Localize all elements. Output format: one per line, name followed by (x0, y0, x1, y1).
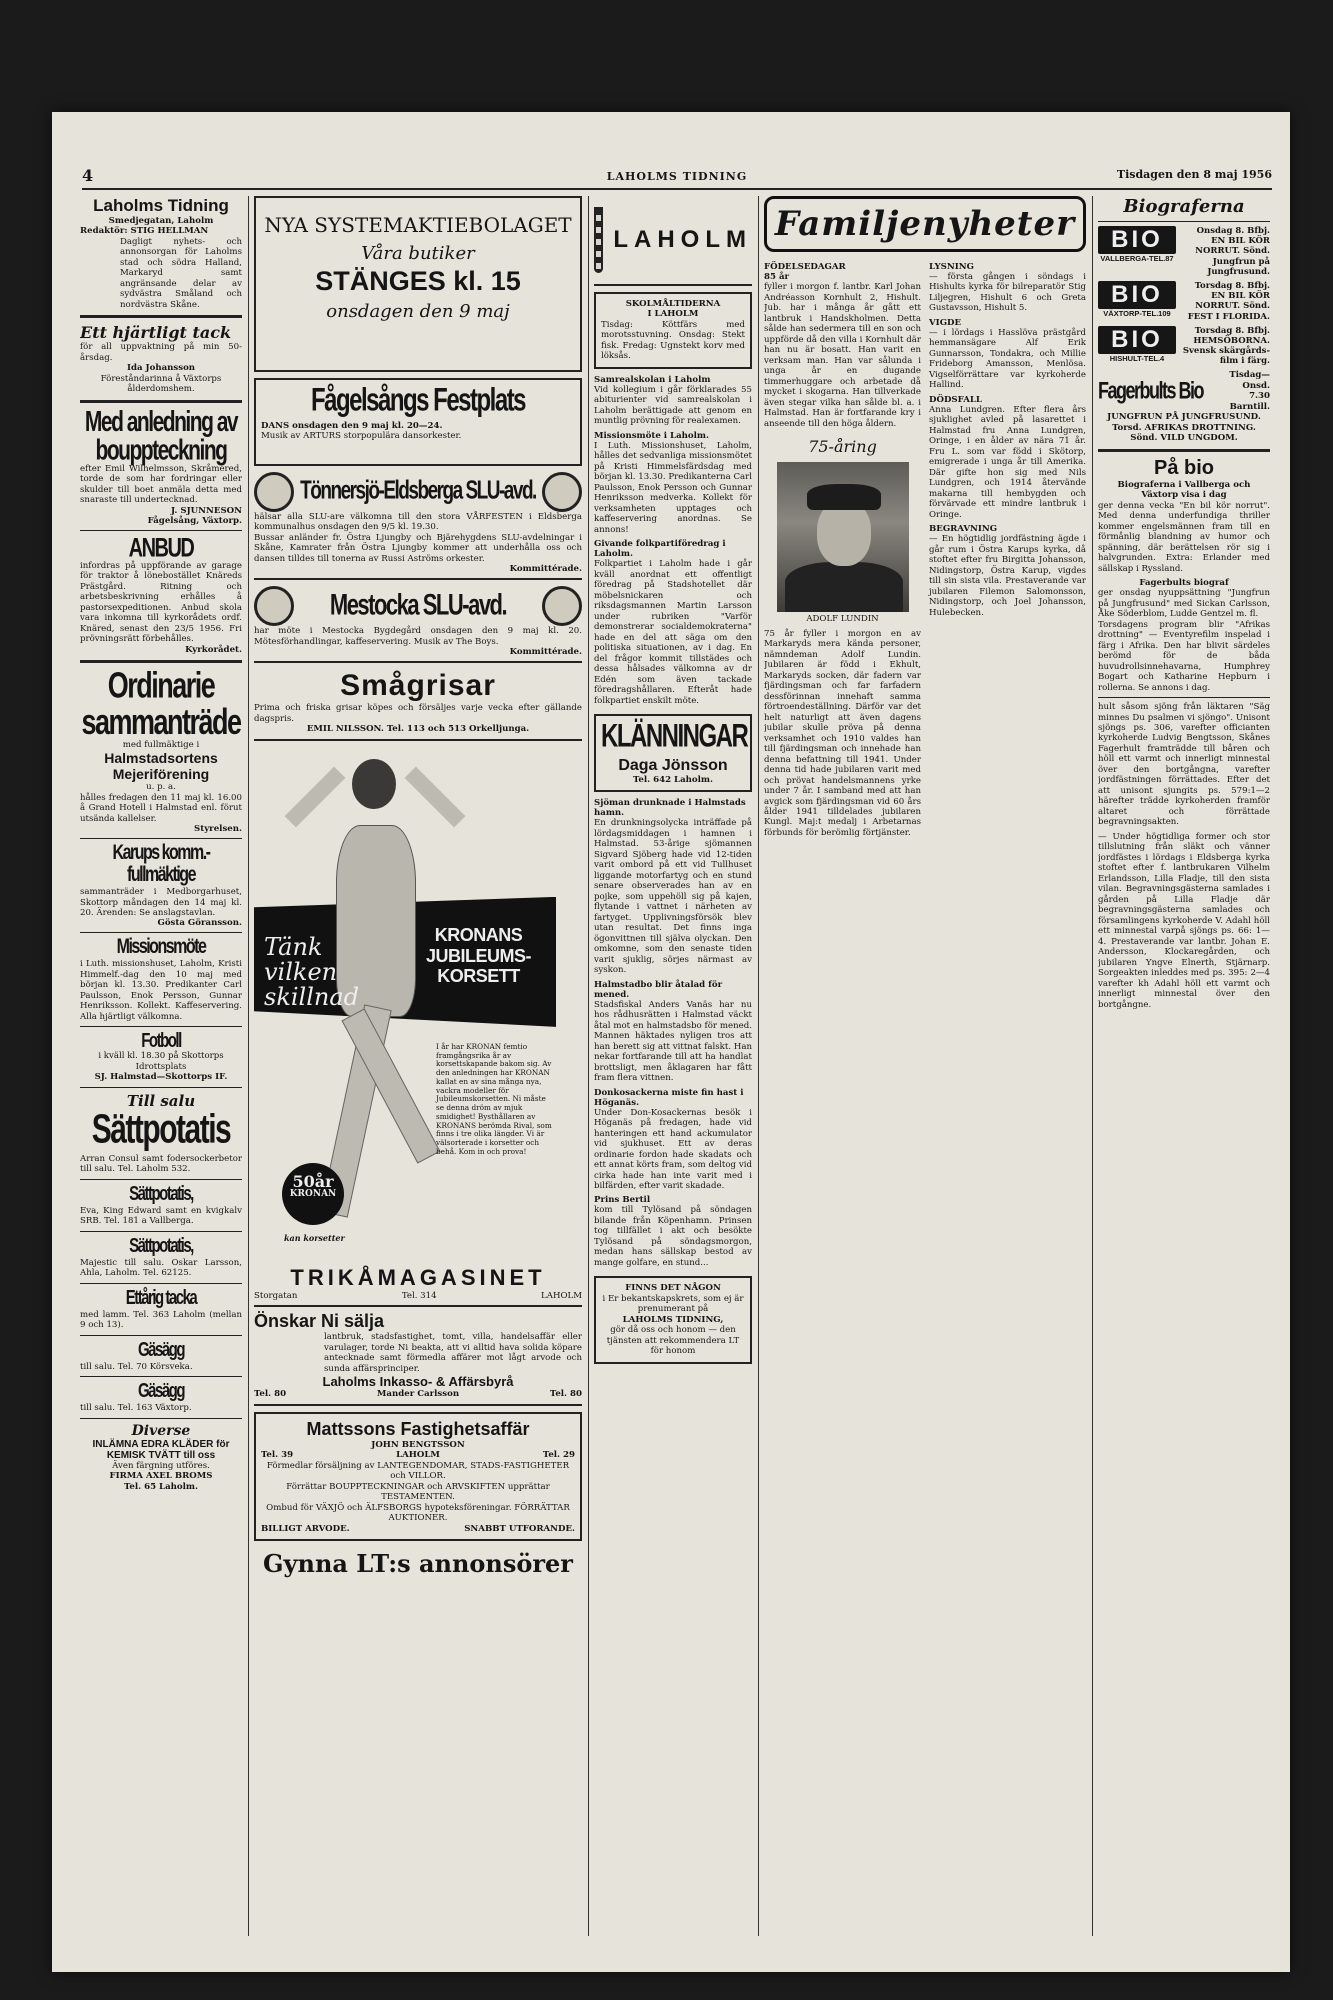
column-cinema (1098, 196, 1270, 1942)
laholm-word: LAHOLM (613, 226, 752, 253)
mattssons-text2: Förrättar BOUPPTECKNINGAR och ARVSKIFTEN upprättar TESTAMENTEN. (286, 1481, 550, 1503)
gasagg1-text: till salu. Tel. 70 Körsveka. (80, 1361, 193, 1372)
skolmaltider-text: Tisdag: Köttfärs med morotsstuvning. Onsdag: Stekt fisk. Fredag: Ugnstekt korv med löksås. (601, 319, 745, 362)
missionsmote-text: i Luth. missionshuset, Laholm, Kristi Himmelf.-dag den 10 maj med början kl. 13.30. Predikanter Carl Paulsson, Enok Persson, Gunnar Henriksson. Kollekt. Kaffeservering. Alla hjärtligt välkomna. (80, 959, 242, 1022)
pa-bio-sub: Biograferna i Vallberga och Växtorp visa i dag (1117, 479, 1251, 501)
fagerbults-bio (1098, 370, 1270, 412)
trikamagasinet-tel: Tel. 314 (401, 1290, 437, 1301)
mattssons-text1: Förmedlar försäljning av LANTEGENDOMAR, STADS-FASTIGHETER och VILLOR. (266, 1460, 570, 1482)
pa-bio-text: ger denna vecka "En bil kör norrut". Med denna underfundiga thriller kommer engelsmännen fram till en förmånlig blandning av humor och spänning, där berättelsen rör sig i halvgrunden. Extra: Erlander med sällskap i Ryssland. (1098, 500, 1270, 574)
fotboll-text: i kväll kl. 18.30 på Skottorps Idrottsplats (98, 1051, 224, 1072)
diverse-text: INLÄMNA EDRA KLÄDER för KEMISK TVÄTT till oss (92, 1438, 230, 1461)
slu-tonnersjo-text: hälsar alla SLU-are välkomna till den stora VÅRFESTEN i Eldsberga kommunalhus onsdagen den 9/5 kl. 19.30. (254, 512, 582, 533)
familjenyheter-title: Familjenyheter (764, 196, 1086, 252)
begravning-cont-text2: — Under högtidliga former och stor tillslutning från släkt och vänner jordfästes i lördags i Eldsberga kyrka stoftet efter f. lantbrukaren Vilhelm Erlandsson, Lilla Fladje, till den sista vilan. Begravningsgästerna samlades i gården på Lilla Fladje där begravningsgästerna samlades och församlingens kyrkoherde V. Adahl höll ett minnestal varpå sjöngs ps. 66: 1—4. Prestaverande var lantbr. Johan E. Andersson, Klockaregården, och jubilaren Yngve Elnerth, Stjärnarp. Sorgeakten inleddes med ps. 395: 2—4 varefter kh Adahl höll ett varmt och innerligt minnestal över den bortgångne. (1098, 831, 1270, 1010)
tacka-text: med lamm. Tel. 363 Laholm (mellan 9 och 13). (80, 1309, 242, 1331)
bouppteckning-title: Med anledning av bouppteckning (84, 406, 238, 466)
tack-signature-title: Föreståndarinna å Växtorps ålderdomshem. (100, 373, 222, 395)
finns-det-nagon-box (594, 1276, 752, 1363)
family-subcol-right (929, 258, 1086, 838)
sattpotatis2-title: Sättpotatis, (129, 1182, 193, 1206)
fagerbults-program: JUNGFRUN PÅ JUNGFRUSUND. Torsd. AFRIKAS DROTTNING. Sönd. VILD UNGDOM. (1107, 412, 1261, 444)
sattpotatis-title: Sättpotatis (91, 1107, 231, 1152)
mattssons-tel1: Tel. 39 (261, 1450, 294, 1461)
bio-vaxtorp-info: Torsdag 8. Bfbj. EN BIL KÖR NORRUT. Sönd. FEST I FLORIDA. (1187, 280, 1270, 322)
halmstadbo-text: Stadsfiskal Anders Vanäs har nu hos rådhusrätten i Halmstad väckt åtal mot en halmstadsbo för mened. Mannen häktades nyligen tros att han berett sig att vittnat falskt. Han nekar fortfarande till att ha handlat brottsligt, men åklagaren har fått fram flera vittnen. (594, 999, 752, 1084)
bio-logo-icon: BIO (1098, 226, 1176, 254)
diverse-firm: FIRMA AXEL BROMS (109, 1471, 213, 1482)
inkasso-name: Mander Carlsson (376, 1389, 460, 1400)
bouppteckning-place: Fågelsång, Växtorp. (147, 515, 242, 526)
anbud-text: infordras på uppförande av garage för traktor å lönebostället Knäreds Prästgård. Ritning och arbetsbeskrivning erhålles å pastorsexpeditionen. Anbud skola vara inkomna till kyrkorådets ordf. Knäred, senast den 23/5 1956. Fri prövningsrätt förbehålles. (80, 560, 242, 645)
karup-title: Karups komm.-fullmäktige (112, 841, 210, 887)
gynna-annonsorer: Gynna LT:s annonsörer (263, 1549, 573, 1579)
skolmaltider-box (594, 292, 752, 369)
korsett-slogan: Tänk vilken skillnad (264, 932, 360, 1012)
fodelsedagar-age: 85 år (764, 272, 790, 282)
column-rule (758, 196, 759, 1936)
masthead: Laholms Tidning (93, 196, 229, 215)
systembolaget-sub: Våra butiker (361, 243, 475, 264)
begravning-text: — En högtidlig jordfästning ägde i går rum i Östra Karups kyrka, då stoftet efter fru Birgitta Johansson, Nidingstorp, Östra Karup, vigdes till sin sista vila. Prestaverande var jubilaren Filemon Salomonsson, Nidingstorp, och Joel Johansson, Hulebecken. (929, 534, 1086, 618)
bio-vallberga: BIO VALLBERGA-TEL.87 Onsdag 8. Bfbj. EN BIL KÖR NORRUT. Sönd. Jungfrun på Jungfrusund. (1098, 226, 1270, 277)
skolmaltider-title: SKOLMÅLTIDERNA (625, 299, 721, 309)
gasagg1-title: Gäsägg (137, 1338, 185, 1362)
systembolaget-title: NYA SYSTEMAKTIEBOLAGET (264, 213, 572, 237)
family-subcol-left (764, 258, 921, 838)
systembolaget-closing: STÄNGES kl. 15 (315, 266, 521, 296)
skolmaltider-sub: I LAHOLM (647, 309, 699, 320)
korsett-text: I år har KRONAN femtio framgångsrika år av korsettskapande bakom sig. Av den anledningen har KRONAN kallat en av sina många nya, vackra modeller för Jubileumskorsetten. Ni måste se denna dröm av mjuk smidighet! Bysthållaren av KRONANS berömda Rival, som finns i tre olika längder. Vi är välsorterade i korsetter och behå. Kom in och prova! (436, 1041, 552, 1156)
laholm-header (594, 196, 752, 286)
korsett-ad (254, 745, 582, 1265)
trikamagasinet-ad (254, 1265, 582, 1307)
inkasso-text: lantbruk, stadsfastighet, tomt, villa, handelsaffär eller varulager, torde Ni beakta, att vi alltid hava solida köpare antecknade samt förmedla affärer mot lågt arvode och sunda affärsprinciper. (324, 1332, 582, 1374)
begravning-cont-text: hult såsom sjöng från läktaren "Säg minnes Du psalmen vi sjöngo". Unisont sjöngs ps. 306, varefter officianten kyrkoherde Ludvig Bengtsson, Skånes Fagerhult framträdde till båren och höll ett varmt och innerligt minnestal över den bortgångna, varefter jordfästningen förrättades. Efter det att unisont sjungits ps. 579:1—2 härefter trädde kyrkoherden framför altaret och förrättade begravningsakten. (1098, 702, 1270, 828)
column-rule (1092, 196, 1093, 1936)
pa-bio-title: På bio (1153, 456, 1214, 479)
festplats-title: Fågelsångs Festplats (310, 382, 526, 419)
bio-hishult-info: Torsdag 8. Bfbj. HEMSÖBORNA. Svensk skärgårds-film i färg. (1182, 325, 1270, 367)
inkasso-tel2: Tel. 80 (549, 1389, 582, 1400)
slu-emblem-icon (254, 472, 294, 512)
klanningar-title: KLÄNNINGAR (601, 718, 748, 755)
festplats-music: Musik av ARTURS storpopulära dansorkester. (261, 431, 462, 442)
klanningar-ad (594, 714, 752, 792)
issue-date: Tisdagen den 8 maj 1956 (1116, 168, 1272, 181)
bio-logo-icon: BIO (1098, 326, 1176, 354)
missionsmote-news-text: I Luth. Missionshuset, Laholm, hålles det sedvanliga missionsmötet på Kristi Himmelsfärdsdag med början kl. 13.30. Predikanterna Carl Paulsson, Enok Persson och Gunnar Henriksson medverka. Kollekt för verksamheten upptages och kaffeservering anordnas. Se annons! (594, 440, 752, 535)
column-rule (588, 196, 589, 1936)
fagerbults-biograf-text2: Torsdagens program blir "Afrikas drottning" — Eventyrefilm inspelad i färg i Afrika. Den har blivit särdeles berömd för de båda huvudrollsinnehavarna, Humphrey Bogart och Katharine Hepburn i rollerna. Se annons i dag. (1098, 619, 1270, 693)
fagerbults-biograf-text: ger onsdag nyuppsättning "Jungfrun på Jungfrusund" med Sickan Carlsson, Åke Söderblom, Ludde Gentzel m. fl. (1098, 588, 1270, 620)
fotboll-match: SJ. Halmstad—Skottorps IF. (94, 1072, 228, 1083)
finns-text2: gör då oss och honom — den tjänsten att rekommendera LT för honom (606, 1325, 740, 1357)
anbud-title: ANBUD (128, 533, 194, 564)
anbud-signature: Kyrkorådet. (185, 644, 242, 655)
fodelsedagar-title: FÖDELSEDAGAR (764, 262, 846, 272)
fodelsedagar-text: fyller i morgon f. lantbr. Karl Johan Andréasson Kornhult 2, Hishult. Jub. har i många år gått ett lantbruk i Handskholmen. Detta sålde han sedermera till en son och uppförde då den villa i Kornhult där han nu är bosatt. Han varit en verksam man. Han var sålunda i unga år en dugande timmerhuggare och arbetade då mycket i skogarna. Han tillverkade även stegar vilka han sålde bl. a. i Halmstad. Han är fortfarande kry i anseende till den höga åldern. (764, 282, 921, 429)
smagrisar-title: Smågrisar (340, 669, 496, 703)
ordinarie-title: Ordinarie sammanträde (81, 664, 241, 742)
fodelsedag2-text: 75 år fyller i morgon en av Markaryds mera kända personer, nämndeman Adolf Lundin. Jubilaren är född i Ekhult, Markaryds socken, där fadern var fjärdingsman och far farfadern dessförinnan innehaft samma förtroendeställning. Därför var det helt naturligt att även dagens jubilar skulle pröva på denna verksamhet och 1910 valdes han till fjärdingsman och innehade han denna befattning till 1941. Under denna tid hade jubilaren varit med och prövat handelsmannens yrke under 7 år. I samband med att han avgick som fjärdingsman vid 60 års ålder 1941 tilldelades jubilaren Kungl. Maj:t medalj i Arbetarnas förbunds för berömlig förtjänster. (764, 628, 921, 838)
slu-tonnersjo-signature: Kommittérade. (509, 564, 582, 575)
mattssons-tel2: Tel. 29 (542, 1450, 575, 1461)
kronan-seal-icon: 50år KRONAN (282, 1163, 344, 1225)
missionsmote-title: Missionsmöte (116, 936, 206, 960)
mattssons-name: JOHN BENGTSSON (371, 1439, 465, 1450)
bio-vaxtorp: BIO VÄXTORP-TEL.109 Torsdag 8. Bfbj. EN BIL KÖR NORRUT. Sönd. FEST I FLORIDA. (1098, 281, 1270, 322)
trikamagasinet-town: LAHOLM (541, 1290, 582, 1301)
sjoman-text: En drunkningsolycka inträffade på lördagsmiddagen i hamnen i Halmstad. 53-årige sjömannen Sigvard Sjöberg hade vid 12-tiden varit ombord på ett vid Tullhuset liggande motorfartyg och en stund senare observerades han av en pojke, som uppehöll sig på kajen, flytande i vattnet i närheten av fartyget. Upplivningsförsök blev utan resultat. Det finns inga ögonvittnen till själva olyckan. Den omkomne, som den senaste tiden varit sjuklig, sörjes närmast av syskon. (594, 818, 752, 976)
donkosacker-title: Donkosackerna miste fin hast i Höganäs. (594, 1087, 744, 1108)
tack-text: för all uppvaktning på min 50-årsdag. (80, 342, 242, 363)
missionsmote-news-title: Missionsmöte i Laholm. (594, 430, 709, 441)
smagrisar-text: Prima och friska grisar köpes och försäljes varje vecka efter gällande dagspris. (254, 703, 582, 724)
karup-text: sammanträder i Medborgarhuset, Skottorp måndagen den 14 maj kl. 20. Ärenden: Se anslagstavlan. (80, 887, 242, 918)
karup-signature: Gösta Göransson. (157, 918, 242, 929)
portrait-photo (777, 462, 909, 612)
mattssons-foot2: SNABBT UTFORANDE. (464, 1523, 575, 1534)
slu-mestocka-ad (254, 586, 582, 663)
festplats-ad (254, 378, 582, 466)
fagerbults-info: Tisdag— Onsd. 7.30 Barntill. (1229, 370, 1270, 412)
masthead-address: Smedjegatan, Laholm (108, 216, 214, 226)
fotboll-title: Fotboll (141, 1030, 181, 1053)
slu-mestocka-signature: Kommittérade. (509, 647, 582, 658)
systembolaget-ad (254, 196, 582, 372)
slu-mestocka-title: Mestocka SLU-avd. (329, 587, 507, 622)
festplats-text: DANS onsdagen den 9 maj kl. 20—24. (261, 421, 443, 431)
inkasso-ad (254, 1311, 582, 1405)
slu-emblem-icon (254, 586, 294, 626)
folkparti-title: Givande folkpartiföredrag i Laholm. (594, 539, 726, 560)
lysning-text: — första gången i söndags i Hishults kyrka för bilreparatör Stig Liljegren, Hishult 6 och Greta Gustavsson, Hishult 5. (929, 272, 1086, 314)
sattpotatis3-title: Sättpotatis, (129, 1234, 193, 1258)
laholm-crest-icon (594, 207, 603, 273)
column-ads (254, 196, 582, 1942)
bio-vallberga-info: Onsdag 8. Bfbj. EN BIL KÖR NORRUT. Sönd. Jungfrun på Jungfrusund. (1195, 226, 1270, 277)
mattssons-ad (254, 1412, 582, 1541)
tack-signature: Ida Johansson (126, 363, 196, 374)
finns-text: i Er bekantskapskrets, som ej är prenumerant på (602, 1293, 744, 1315)
page-header (82, 164, 1272, 190)
slu-emblem-icon (542, 586, 582, 626)
klanningar-name: Daga Jönsson (618, 756, 728, 774)
dodsfall-title: DÖDSFALL (929, 394, 982, 405)
prins-bertil-title: Prins Bertil (594, 1195, 651, 1206)
finns-title: FINNS DET NÅGON (625, 1283, 721, 1294)
newspaper-page (52, 112, 1290, 1972)
sattpotatis-text: Arran Consul samt fodersockerbetor till salu. Tel. Laholm 532. (80, 1153, 242, 1175)
inkasso-tel1: Tel. 80 (254, 1389, 287, 1400)
ordinarie-signature: Styrelsen. (194, 824, 242, 835)
vigde-text: — i lördags i Hasslöva prästgård hemmansägare Alf Erik Gunnarsson, Tondakra, och Millie Frideborg Amansson, Menlösa. Vigselförrättare var kyrkoherde Hallind. (929, 327, 1086, 391)
till-salu-title: Till salu (126, 1091, 196, 1110)
mattssons-foot1: BILLIGT ARVODE. (261, 1523, 350, 1534)
tack-title: Ett hjärtligt tack (80, 323, 232, 343)
prins-bertil-text: kom till Tylösand på söndagen bilande från Köpenhamn. Prinsen tog tillfället i akt och besökte Tylösand på söndagsmorgon, medan hans sällskap bestod av mange golfare, en stund... (594, 1205, 752, 1268)
biograferna-title: Biograferna (1123, 196, 1245, 217)
ordinarie-upa: u. p. a. (146, 782, 176, 793)
column-classifieds (80, 196, 242, 1942)
samrealskolan-text: Vid kollegium i går förklarades 55 abiturienter vid samrealskolan i Laholm berättigade att genom en muntlig prövning för realexamen. (594, 384, 752, 427)
paper-name: LAHOLMS TIDNING (606, 170, 748, 183)
column-rule (248, 196, 249, 1936)
bio-hishult: BIO HISHULT-TEL.4 Torsdag 8. Bfbj. HEMSÖBORNA. Svensk skärgårds-film i färg. (1098, 326, 1270, 367)
gasagg2-text: till salu. Tel. 163 Växtorp. (80, 1403, 192, 1414)
diverse-tel: Tel. 65 Laholm. (123, 1481, 198, 1492)
trikamagasinet-street: Storgatan (254, 1290, 298, 1301)
vigde-title: VIGDE (929, 317, 962, 328)
diverse-title: Diverse (131, 1422, 191, 1439)
mattssons-text3: Ombud för VÄXJÖ och ÄLFSBORGS hypoteksföreningar. FÖRRÄTTAR AUKTIONER. (266, 1502, 570, 1524)
bouppteckning-text: efter Emil Wilhelmsson, Skråmered, torde de som har fordringar eller skulder till boet anmäla detta med snaraste till undertecknad. (80, 463, 242, 506)
diverse-text2: Även färgning utföres. (112, 1460, 210, 1471)
sjoman-title: Sjöman drunknade i Halmstads hamn. (594, 798, 746, 819)
ordinarie-sub: med fullmäktige i (122, 739, 200, 750)
tacka-title: Ettårig tacka (125, 1286, 197, 1310)
dodsfall-text: Anna Lundgren. Efter flera års sjuklighet avled på lasarettet i Halmstad fru Anna Lundgren, Oringe, i en ålder av nära 71 år. Fru L. som var född i Skötorp, emigrerade i unga år till Amerika. Där gifte hon sig med Nils Lundgren, och 1914 återvände makarna till hembygden och förvärvade ett mindre lantbruk i Oringe. (929, 404, 1086, 520)
samrealskolan-title: Samrealskolan i Laholm (594, 374, 711, 385)
bouppteckning-signature: J. SJUNNESON (171, 505, 242, 516)
halmstadbo-title: Halmstadbo blir åtalad för mened. (594, 979, 723, 1000)
trikamagasinet-title: TRIKÅMAGASINET (290, 1264, 546, 1290)
slu-mestocka-text: har möte i Mestocka Bygdegård onsdagen den 9 maj kl. 20. Mötesförhandlingar, kaffeservering. Musik av The Boys. (254, 626, 582, 647)
lysning-title: LYSNING (929, 262, 974, 272)
masthead-text: Dagligt nyhets- och annonsorgan för Laholms stad och södra Halland, Markaryd samt angränsande delar av sydvästra Småland och nordvästra Skåne. (120, 236, 242, 310)
ordinarie-org: Halmstadsortens Mejeriförening (104, 750, 218, 783)
portrait-caption: ADOLF LUNDIN (806, 614, 879, 625)
korsett-jubileum: KRONANS JUBILEUMS- KORSETT (426, 924, 532, 987)
smagrisar-ad (254, 669, 582, 740)
sattpotatis2-text: Eva, King Edward samt en kvigkalv SRB. Tel. 181 a Vallberga. (80, 1205, 242, 1227)
mattssons-title: Mattssons Fastighetsaffär (306, 1418, 530, 1439)
begravning-title: BEGRAVNING (929, 524, 998, 535)
mattssons-town: LAHOLM (396, 1450, 440, 1461)
systembolaget-day: onsdagen den 9 maj (326, 301, 510, 322)
slu-tonnersjo-ad (254, 472, 582, 580)
gasagg2-title: Gäsägg (137, 1379, 185, 1403)
inkasso-title: Önskar Ni sälja (254, 1311, 385, 1332)
korsett-kan: kan korsetter (284, 1232, 345, 1243)
page-number: 4 (82, 166, 94, 185)
sattpotatis3-text: Majestic till salu. Oskar Larsson, Ahla, Laholm. Tel. 62125. (80, 1257, 242, 1279)
slu-tonnersjo-title: Tönnersjö-Eldsberga SLU-avd. (300, 476, 536, 505)
column-family-news (764, 196, 1086, 1942)
fagerbults-biograf-title: Fagerbults biograf (1139, 578, 1229, 589)
column-laholm-news (594, 196, 752, 1942)
masthead-editor: Redaktör: STIG HELLMAN (80, 226, 209, 237)
donkosacker-text: Under Don-Kosackernas besök i Höganäs på fredagen, hade vid hanteringen ett hand ackumulator vid sjukhuset. Ett av deras ordinarie fordon hade skadats och ett annat körts fram, som deltog vid cirka hade han inte varit med i bilfärden, efter varit skadade. (594, 1107, 752, 1191)
inkasso-firm: Laholms Inkasso- & Affärsbyrå (322, 1374, 514, 1390)
age-75-title: 75-åring (808, 437, 877, 457)
klanningar-tel: Tel. 642 Laholm. (633, 774, 713, 785)
folkparti-text: Folkpartiet i Laholm hade i går kväll anordnat ett offentligt föredrag på Stadshotellet där möbelsnickaren och riksdagsmannen Martin Larsson under rubriken "Varför demonstrerar socialdemokraterna" hade en del att säga om den politiska situationen, av i dag. En del frågor kommit tillstädes och dessa hålsades välkomna av dr Edén som även tackade föredragshållaren. Efteråt hade folkpartiet enskilt möte. (594, 559, 752, 706)
slu-emblem-icon (542, 472, 582, 512)
fagerbults-title: Fagerbults Bio (1098, 377, 1204, 405)
slu-tonnersjo-text2: Bussar anländer fr. Östra Ljungby och Bjärehygdens SLU-avdelningar i Skåne, Kamrater från Östra Ljungby kommer att underhålla oss och dansen tilldes till tonerna av Russi Aströms orkester. (254, 532, 582, 564)
bio-logo-icon: BIO (1098, 281, 1176, 309)
ordinarie-text: hålles fredagen den 11 maj kl. 16.00 å Grand Hotell i Halmstad enl. förut utsända kallelser. (80, 792, 242, 824)
smagrisar-signature: EMIL NILSSON. Tel. 113 och 513 Orkelljunga. (306, 724, 530, 735)
finns-paper: LAHOLMS TIDNING, (622, 1314, 724, 1325)
